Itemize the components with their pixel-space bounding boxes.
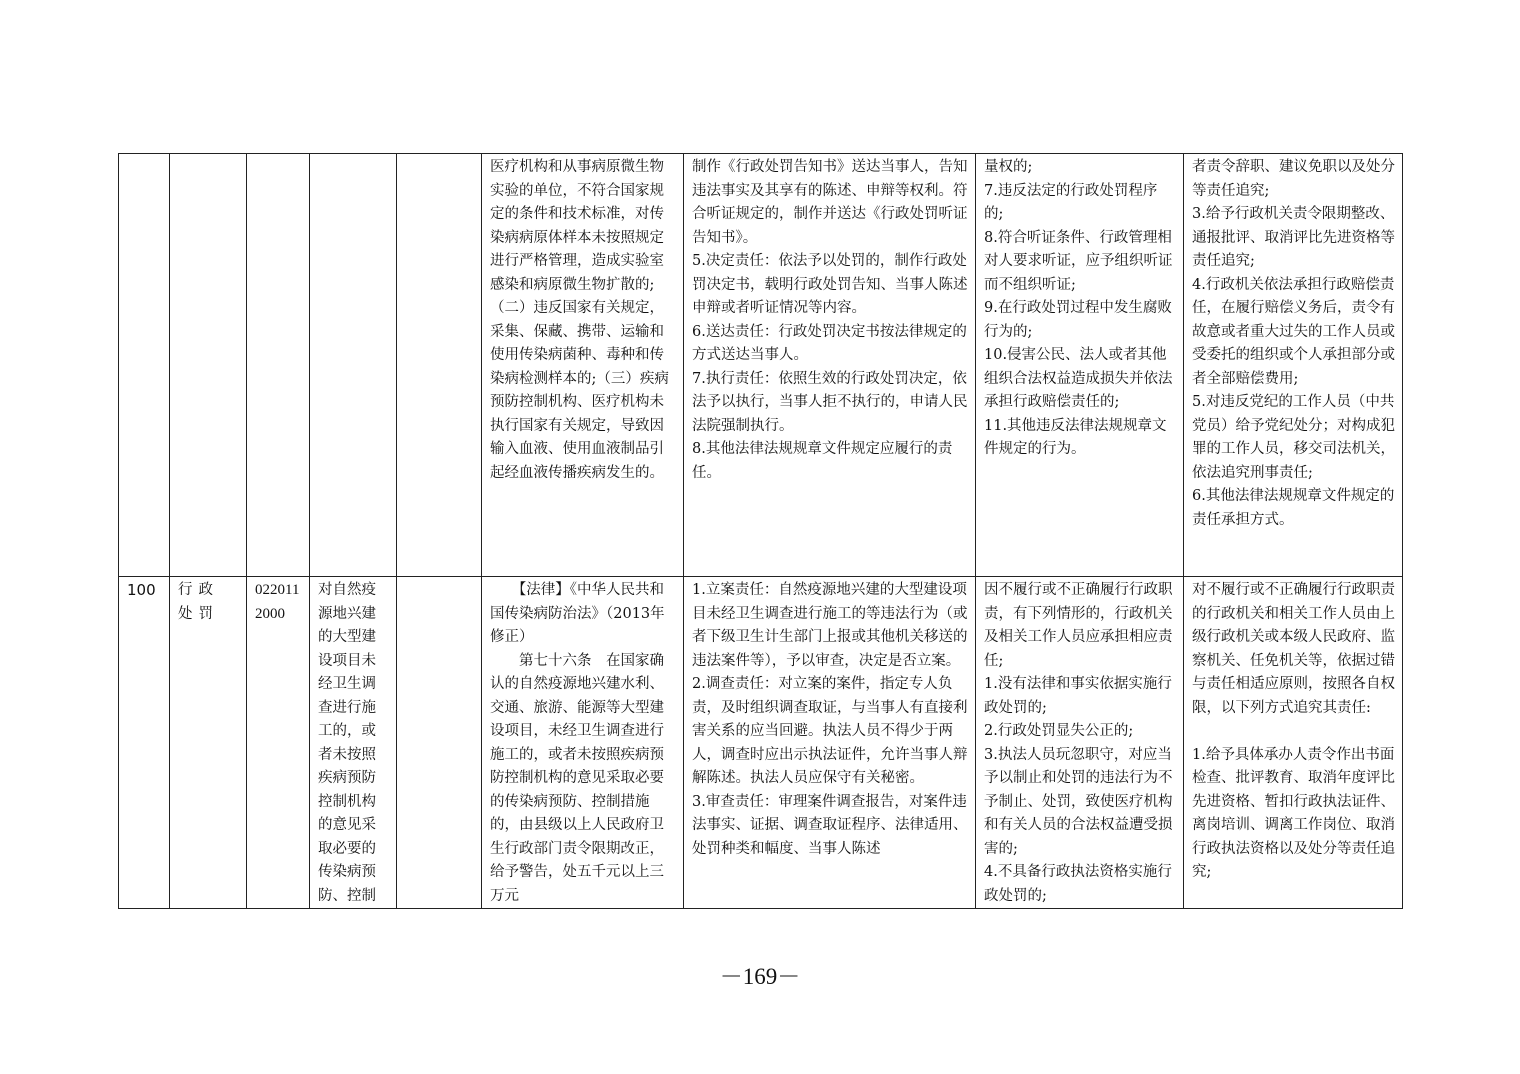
accountability-cases-cell: 量权的; 7.违反法定的行政处罚程序的; 8.符合听证条件、行政管理相对人要求听证，应予组织听证而不组织听证; 9.在行政处罚过程中发生腐败行为的; 10.侵害公民、法人或者其他组织合法权益造成损失并依法承担行政赔偿责任的; 11.其他违反法律法规规章文件规定的行为。 bbox=[976, 154, 1184, 577]
page-number: －169－ bbox=[719, 964, 801, 989]
responsibility-table bbox=[118, 153, 1403, 909]
accountability-methods-cell: 者责令辞职、建议免职以及处分等责任追究; 3.给予行政机关责令限期整改、通报批评、取消评比先进资格等责任追究; 4.行政机关依法承担行政赔偿责任，在履行赔偿义务后，责令有故意或者重大过失的工作人员或受委托的组织或个人承担部分或者全部赔偿费用; 5.对违反党纪的工作人员（中共党员）给予党纪处分；对构成犯罪的工作人员，移交司法机关，依法追究刑事责任; 6.其他法律法规规章文件规定的责任承担方式。 bbox=[1184, 154, 1403, 577]
code-cell bbox=[247, 154, 310, 577]
category-cell: 行政处罚 bbox=[170, 577, 247, 909]
seq-cell bbox=[119, 154, 170, 577]
responsibility-cell: 1.立案责任：自然疫源地兴建的大型建设项目未经卫生调查进行施工的等违法行为（或者下级卫生计生部门上报或其他机关移送的违法案件等），予以审查，决定是否立案。 2.调查责任：对立案的案件，指定专人负责，及时组织调查取证，与当事人有直接利害关系的应当回避。执法人员不得少于两人，调查时应出示执法证件，允许当事人辩解陈述。执法人员应保守有关秘密。 3.审查责任：审理案件调查报告，对案件违法事实、证据、调查取证程序、法律适用、处罚种类和幅度、当事人陈述 bbox=[684, 577, 976, 909]
table-row bbox=[119, 154, 1403, 577]
item-name-cell bbox=[310, 154, 397, 577]
code-cell: 0220112000 bbox=[247, 577, 310, 909]
responsibility-cell: 制作《行政处罚告知书》送达当事人，告知违法事实及其享有的陈述、申辩等权利。符合听证规定的，制作并送达《行政处罚听证告知书》。 5.决定责任：依法予以处罚的，制作行政处罚决定书，载明行政处罚告知、当事人陈述申辩或者听证情况等内容。 6.送达责任：行政处罚决定书按法律规定的方式送达当事人。 7.执行责任：依照生效的行政处罚决定，依法予以执行，当事人拒不执行的，申请人民法院强制执行。 8.其他法律法规规章文件规定应履行的责任。 bbox=[684, 154, 976, 577]
accountability-methods-cell: 对不履行或不正确履行行政职责的行政机关和相关工作人员由上级行政机关或本级人民政府、监察机关、任免机关等，依据过错与责任相适应原则，按照各自权限，以下列方式追究其责任: 1.给予具体承办人责令作出书面检查、批评教育、取消年度评比先进资格、暂扣行政执法证件、离岗培训、调离工作岗位、取消行政执法资格以及处分等责任追究; bbox=[1184, 577, 1403, 909]
item-name-cell: 对自然疫源地兴建的大型建设项目未经卫生调查进行施工的，或者未按照疾病预防控制机构的意见采取必要的传染病预防、控制 bbox=[310, 577, 397, 909]
seq-cell: 100 bbox=[119, 577, 170, 909]
basis-cell: 医疗机构和从事病原微生物实验的单位，不符合国家规定的条件和技术标准，对传染病病原体样本未按照规定进行严格管理，造成实验室感染和病原微生物扩散的;（二）违反国家有关规定，采集、保藏、携带、运输和使用传染病菌种、毒种和传染病检测样本的;（三）疾病预防控制机构、医疗机构未执行国家有关规定，导致因输入血液、使用血液制品引起经血液传播疾病发生的。 bbox=[482, 154, 684, 577]
sub-item-cell bbox=[397, 154, 482, 577]
accountability-cases-cell: 因不履行或不正确履行行政职责，有下列情形的，行政机关及相关工作人员应承担相应责任; 1.没有法律和事实依据实施行政处罚的; 2.行政处罚显失公正的; 3.执法人员玩忽职守，对应当予以制止和处罚的违法行为不予制止、处罚，致使医疗机构和有关人员的合法权益遭受损害的; 4.不具备行政执法资格实施行政处罚的; bbox=[976, 577, 1184, 909]
table-row bbox=[119, 577, 1403, 909]
sub-item-cell bbox=[397, 577, 482, 909]
category-cell bbox=[170, 154, 247, 577]
basis-cell: 【法律】《中华人民共和国传染病防治法》（2013年修正） 第七十六条 在国家确认的自然疫源地兴建水利、交通、旅游、能源等大型建设项目，未经卫生调查进行施工的，或者未按照疾病预防控制机构的意见采取必要的传染病预防、控制措施的，由县级以上人民政府卫生行政部门责令限期改正，给予警告，处五千元以上三万元 bbox=[482, 577, 684, 909]
